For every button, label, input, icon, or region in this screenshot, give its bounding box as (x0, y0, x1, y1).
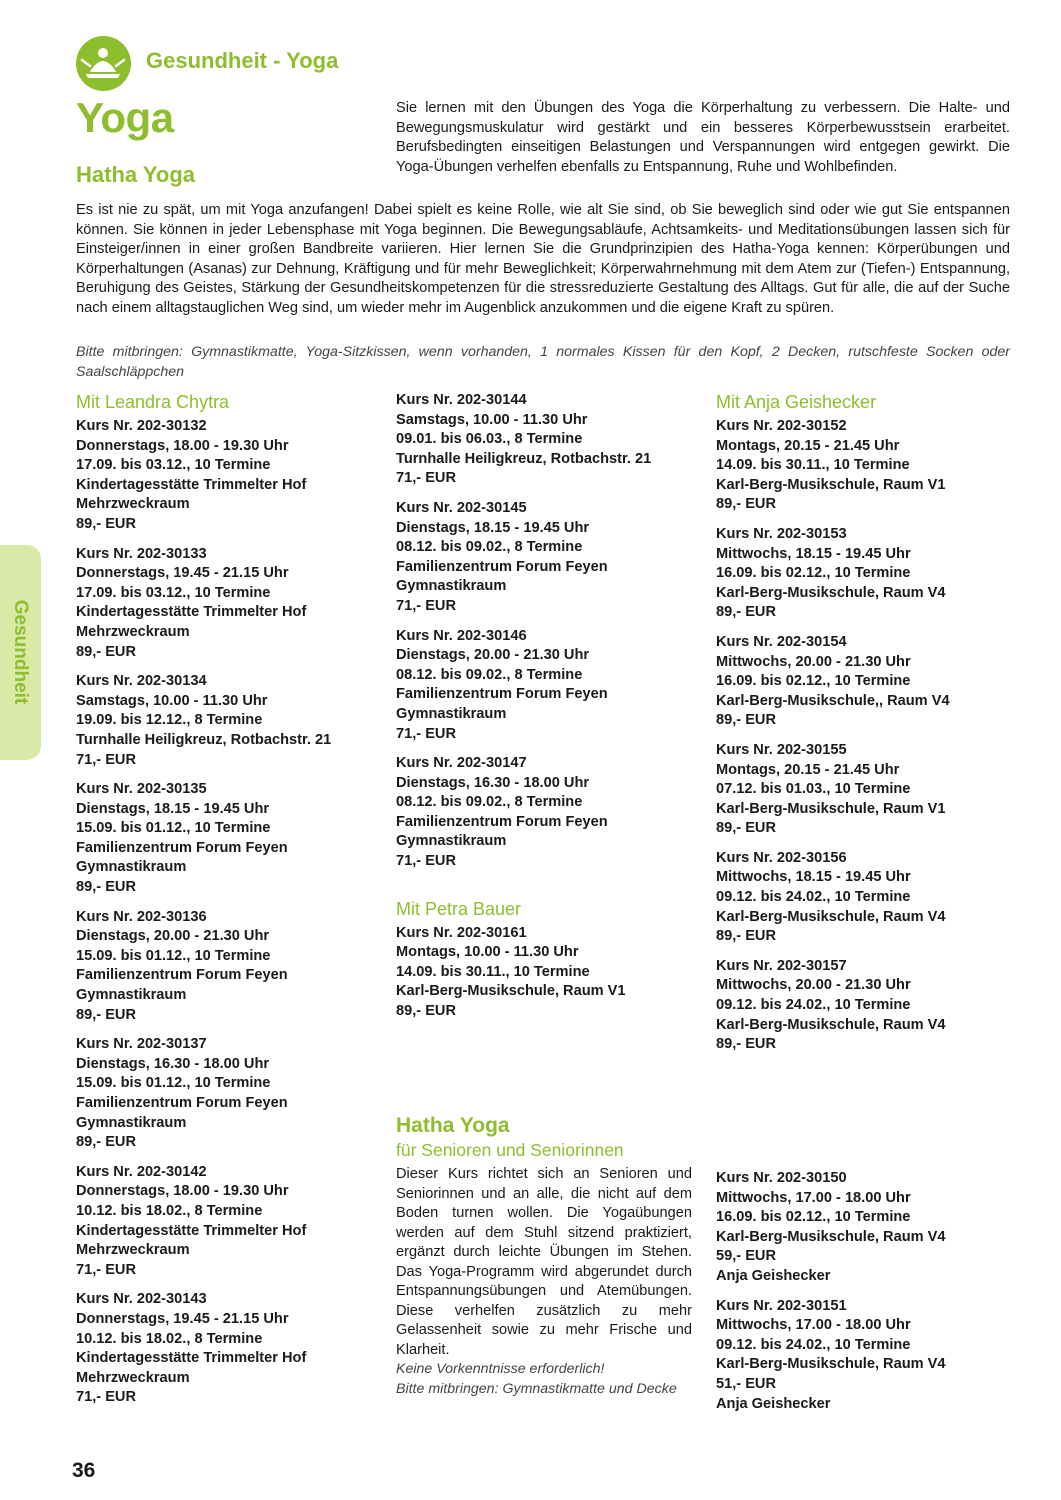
course-detail: Karl-Berg-Musikschule, Raum V4 (716, 1356, 946, 1373)
course-detail: Mittwochs, 20.00 - 21.30 Uhr (716, 977, 911, 994)
course-detail: Montags, 20.15 - 21.45 Uhr (716, 437, 900, 454)
course-detail: 15.09. bis 01.12., 10 Termine (76, 947, 271, 964)
course-entry (716, 741, 1012, 839)
description-paragraph: Es ist nie zu spät, um mit Yoga anzufangen! Dabei spielt es keine Rolle, wie alt Sie sind, ob Sie beweglich sind oder wie gut Sie entspannen können. Sie können in jeder Lebensphase mit Yoga beginnen. Die Bewegungsabläufe, Achtsamkeits- und Meditationsübungen lassen sich für Einsteiger/innen in einer großen Bandbreite variieren. Hier lernen Sie die Grundprinzipien des Hatha-Yoga kennen: Körperübungen und Körperhaltungen (Asanas) zur Dehnung, Kräftigung und für mehr Beweglichkeit; Körperwahrnehmung mit dem Atem zur (Tiefen-) Entspannung, Beruhigung des Geistes, Stärkung der Gesundheitskompetenzen für die stressreduzierte Gestaltung des Alltags. Gut für alle, die auf der Suche nach einem alltagstauglichen Weg sind, um wieder mehr im Augenblick anzukommen und die eigene Kraft zu spüren. (76, 202, 1010, 316)
course-number: Kurs Nr. 202-30155 (716, 741, 847, 758)
course-detail: 51,- EUR (716, 1375, 777, 1392)
course-detail: 89,- EUR (76, 1134, 137, 1151)
course-entry (76, 417, 372, 535)
course-entry (396, 754, 692, 872)
bring-along-note: Bitte mitbringen: Gymnastikmatte, Yoga-Sitzkissen, wenn vorhanden, 1 normales Kissen für den Kopf, 2 Decken, rutschfeste Socken oder Saalschläppchen (76, 344, 1010, 380)
course-detail: 07.12. bis 01.03., 10 Termine (716, 781, 911, 798)
instructor-heading: Mit Leandra Chytra (76, 392, 230, 412)
course-detail: Dienstags, 20.00 - 21.30 Uhr (396, 647, 590, 664)
course-detail: 89,- EUR (76, 643, 137, 660)
course-detail: Mittwochs, 17.00 - 18.00 Uhr (716, 1189, 911, 1206)
course-detail: 09.12. bis 24.02., 10 Termine (716, 889, 911, 906)
course-entry (76, 780, 372, 898)
course-number: Kurs Nr. 202-30157 (716, 957, 847, 974)
instructor-heading: Mit Petra Bauer (396, 898, 522, 919)
course-entry (396, 391, 692, 489)
course-number: Kurs Nr. 202-30133 (76, 545, 207, 562)
course-detail: Kindertagesstätte Trimmelter Hof (76, 1350, 307, 1367)
course-column-2 (396, 391, 692, 1032)
course-entry (396, 627, 692, 745)
course-detail: 08.12. bis 09.02., 8 Termine (396, 666, 583, 683)
course-detail: 71,- EUR (396, 597, 457, 614)
course-entry (396, 499, 692, 617)
course-detail: 71,- EUR (76, 751, 137, 768)
course-number: Kurs Nr. 202-30142 (76, 1163, 207, 1180)
course-entry (76, 1163, 372, 1281)
course-detail: Donnerstags, 19.45 - 21.15 Uhr (76, 1310, 289, 1327)
page-title: Yoga (76, 94, 174, 141)
section-title: Gesundheit - Yoga (146, 48, 339, 73)
course-number: Kurs Nr. 202-30151 (716, 1297, 847, 1314)
course-detail: Karl-Berg-Musikschule, Raum V4 (716, 1016, 946, 1033)
course-detail: Kindertagesstätte Trimmelter Hof (76, 476, 307, 493)
course-detail: 89,- EUR (396, 1003, 457, 1020)
course-detail: Turnhalle Heiligkreuz, Rotbachstr. 21 (76, 731, 332, 748)
course-detail: 71,- EUR (396, 725, 457, 742)
seniors-title: Hatha Yoga (396, 1114, 510, 1137)
course-detail: Donnerstags, 19.45 - 21.15 Uhr (76, 565, 289, 582)
course-entry (716, 417, 1012, 515)
course-entry (76, 672, 372, 770)
course-number: Kurs Nr. 202-30154 (716, 633, 847, 650)
course-detail: 14.09. bis 30.11., 10 Termine (716, 457, 910, 474)
course-detail: Familienzentrum Forum Feyen (76, 1095, 288, 1111)
course-detail: Mehrzweckraum (76, 1369, 190, 1386)
course-detail: 59,- EUR (716, 1248, 777, 1265)
course-detail: Karl-Berg-Musikschule, Raum V1 (716, 476, 946, 493)
course-detail: 16.09. bis 02.12., 10 Termine (716, 565, 911, 582)
course-detail: 89,- EUR (716, 496, 777, 513)
course-detail: 14.09. bis 30.11., 10 Termine (396, 963, 590, 980)
course-entry (716, 525, 1012, 623)
course-number: Kurs Nr. 202-30161 (396, 924, 527, 941)
course-list (396, 391, 692, 872)
course-column-1 (76, 391, 372, 1418)
seniors-note-bring: Bitte mitbringen: Gymnastikmatte und Decke (396, 1380, 677, 1397)
course-entry (76, 545, 372, 663)
course-number: Kurs Nr. 202-30156 (716, 849, 847, 866)
course-detail: Karl-Berg-Musikschule, Raum V1 (716, 800, 946, 817)
course-detail: Dienstags, 18.15 - 19.45 Uhr (396, 519, 590, 536)
course-detail: 10.12. bis 18.02., 8 Termine (76, 1330, 263, 1347)
course-detail: Gymnastikraum (396, 578, 507, 595)
course-detail: 15.09. bis 01.12., 10 Termine (76, 820, 271, 837)
course-detail: 71,- EUR (396, 853, 457, 870)
course-detail: 89,- EUR (76, 515, 137, 532)
course-detail: Samstags, 10.00 - 11.30 Uhr (396, 411, 588, 428)
course-number: Kurs Nr. 202-30150 (716, 1170, 847, 1186)
course-detail: Gymnastikraum (396, 833, 507, 850)
course-list (396, 924, 692, 1022)
course-detail: Mittwochs, 18.15 - 19.45 Uhr (716, 545, 911, 562)
course-detail: Montags, 10.00 - 11.30 Uhr (396, 944, 579, 961)
course-list (716, 417, 1012, 1055)
course-detail: 08.12. bis 09.02., 8 Termine (396, 794, 583, 811)
course-detail: Familienzentrum Forum Feyen (396, 686, 608, 703)
course-entry (76, 1290, 372, 1408)
course-detail: Anja Geishecker (716, 1267, 831, 1284)
course-detail: 89,- EUR (716, 820, 777, 837)
course-detail: Karl-Berg-Musikschule, Raum V4 (716, 1228, 946, 1245)
course-list (76, 417, 372, 1408)
course-detail: 89,- EUR (716, 712, 777, 729)
course-detail: Familienzentrum Forum Feyen (76, 839, 288, 856)
page-subtitle: Hatha Yoga (76, 162, 195, 187)
course-detail: Donnerstags, 18.00 - 19.30 Uhr (76, 1183, 289, 1200)
course-entry (716, 1169, 1012, 1287)
course-detail: 10.12. bis 18.02., 8 Termine (76, 1202, 263, 1219)
course-detail: Mittwochs, 20.00 - 21.30 Uhr (716, 653, 911, 670)
course-detail: Familienzentrum Forum Feyen (396, 558, 608, 575)
course-column-3 (716, 391, 1012, 1065)
course-detail: Karl-Berg-Musikschule, Raum V4 (716, 584, 946, 601)
course-detail: Karl-Berg-Musikschule, Raum V4 (716, 908, 946, 925)
course-detail: 89,- EUR (76, 1006, 137, 1023)
seniors-section (396, 1113, 692, 1399)
course-detail: Karl-Berg-Musikschule, Raum V1 (396, 983, 626, 1000)
course-detail: 89,- EUR (716, 1036, 777, 1053)
course-detail: Mittwochs, 18.15 - 19.45 Uhr (716, 869, 911, 886)
course-detail: Gymnastikraum (76, 1114, 187, 1131)
course-detail: Samstags, 10.00 - 11.30 Uhr (76, 692, 268, 709)
course-detail: Mehrzweckraum (76, 623, 190, 640)
course-detail: Gymnastikraum (396, 705, 507, 722)
course-number: Kurs Nr. 202-30147 (396, 755, 527, 772)
course-detail: 17.09. bis 03.12., 10 Termine (76, 457, 271, 474)
instructor-heading: Mit Anja Geishecker (716, 392, 877, 412)
course-number: Kurs Nr. 202-30137 (76, 1036, 207, 1053)
course-detail: Kindertagesstätte Trimmelter Hof (76, 604, 307, 621)
course-detail: Mehrzweckraum (76, 1242, 190, 1259)
course-detail: Gymnastikraum (76, 859, 187, 876)
course-detail: 89,- EUR (716, 604, 777, 621)
course-detail: 09.01. bis 06.03., 8 Termine (396, 431, 583, 448)
course-entry (716, 849, 1012, 947)
course-detail: Dienstags, 18.15 - 19.45 Uhr (76, 800, 270, 817)
seniors-description: Dieser Kurs richtet sich an Senioren und Seniorinnen und an alle, die nicht auf dem Boden turnen wollen. Die Yogaübungen werden auf dem Stuhl sitzend praktiziert, ergänzt durch leichte Übungen im Stehen. Das Yoga-Programm wird abgerundet durch Entspannungsübungen und Atemübungen. Diese verhelfen zusätzlich zu mehr Gelassenheit sowie zu mehr Frische und Klarheit. (396, 1166, 692, 1358)
course-detail: Dienstags, 16.30 - 18.00 Uhr (76, 1055, 270, 1072)
side-tab (0, 545, 41, 760)
course-detail: 89,- EUR (76, 879, 137, 896)
course-number: Kurs Nr. 202-30134 (76, 673, 207, 690)
course-detail: 09.12. bis 24.02., 10 Termine (716, 1336, 911, 1353)
side-tab-label: Gesundheit (10, 599, 31, 705)
course-detail: Familienzentrum Forum Feyen (76, 967, 288, 984)
seniors-course-list (716, 1169, 1012, 1424)
course-detail: 71,- EUR (396, 470, 457, 487)
course-number: Kurs Nr. 202-30136 (76, 908, 207, 925)
course-number: Kurs Nr. 202-30132 (76, 418, 207, 434)
course-detail: Mittwochs, 17.00 - 18.00 Uhr (716, 1317, 911, 1334)
course-detail: 15.09. bis 01.12., 10 Termine (76, 1075, 271, 1092)
course-entry (76, 1035, 372, 1153)
seniors-subtitle: für Senioren und Seniorinnen (396, 1140, 624, 1160)
course-entry (716, 957, 1012, 1055)
course-detail: Gymnastikraum (76, 987, 187, 1004)
seniors-note-prerequisites: Keine Vorkenntnisse erforderlich! (396, 1361, 605, 1377)
course-detail: 08.12. bis 09.02., 8 Termine (396, 539, 583, 556)
course-number: Kurs Nr. 202-30144 (396, 392, 527, 408)
course-detail: 09.12. bis 24.02., 10 Termine (716, 997, 911, 1014)
course-entry (396, 924, 692, 1022)
course-number: Kurs Nr. 202-30146 (396, 627, 527, 644)
intro-paragraph: Sie lernen mit den Übungen des Yoga die Körperhaltung zu verbessern. Die Halte- und Bewegungsmuskulatur wird gestärkt und ein besseres Körperbewusstsein erarbeitet. Berufsbedingten einseitigen Belastungen und Verspannungen wird entgegen gewirkt. Die Yoga-Übungen verhelfen ebenfalls zu Entspannung, Ruhe und Wohlbefinden. (396, 100, 1010, 175)
course-number: Kurs Nr. 202-30145 (396, 499, 527, 516)
course-detail: 17.09. bis 03.12., 10 Termine (76, 584, 271, 601)
course-entry (76, 908, 372, 1026)
course-entry (716, 1297, 1012, 1415)
course-number: Kurs Nr. 202-30152 (716, 418, 847, 434)
course-detail: 89,- EUR (716, 928, 777, 945)
yoga-meditation-icon (76, 36, 131, 91)
course-number: Kurs Nr. 202-30135 (76, 781, 207, 798)
course-detail: Familienzentrum Forum Feyen (396, 813, 608, 830)
course-detail: Turnhalle Heiligkreuz, Rotbachstr. 21 (396, 450, 652, 467)
page-number: 36 (72, 1459, 96, 1482)
course-detail: Montags, 20.15 - 21.45 Uhr (716, 761, 900, 778)
course-detail: Mehrzweckraum (76, 496, 190, 513)
course-detail: Anja Geishecker (716, 1395, 831, 1412)
course-number: Kurs Nr. 202-30153 (716, 525, 847, 542)
course-detail: Dienstags, 16.30 - 18.00 Uhr (396, 774, 590, 791)
course-entry (716, 633, 1012, 731)
course-detail: Kindertagesstätte Trimmelter Hof (76, 1222, 307, 1239)
course-detail: 16.09. bis 02.12., 10 Termine (716, 1209, 911, 1226)
course-detail: 71,- EUR (76, 1261, 137, 1278)
course-detail: Donnerstags, 18.00 - 19.30 Uhr (76, 437, 289, 454)
course-detail: 16.09. bis 02.12., 10 Termine (716, 673, 911, 690)
course-detail: Dienstags, 20.00 - 21.30 Uhr (76, 928, 270, 945)
course-number: Kurs Nr. 202-30143 (76, 1291, 207, 1308)
course-detail: 19.09. bis 12.12., 8 Termine (76, 712, 263, 729)
course-detail: Karl-Berg-Musikschule,, Raum V4 (716, 692, 950, 709)
course-detail: 71,- EUR (76, 1389, 137, 1406)
